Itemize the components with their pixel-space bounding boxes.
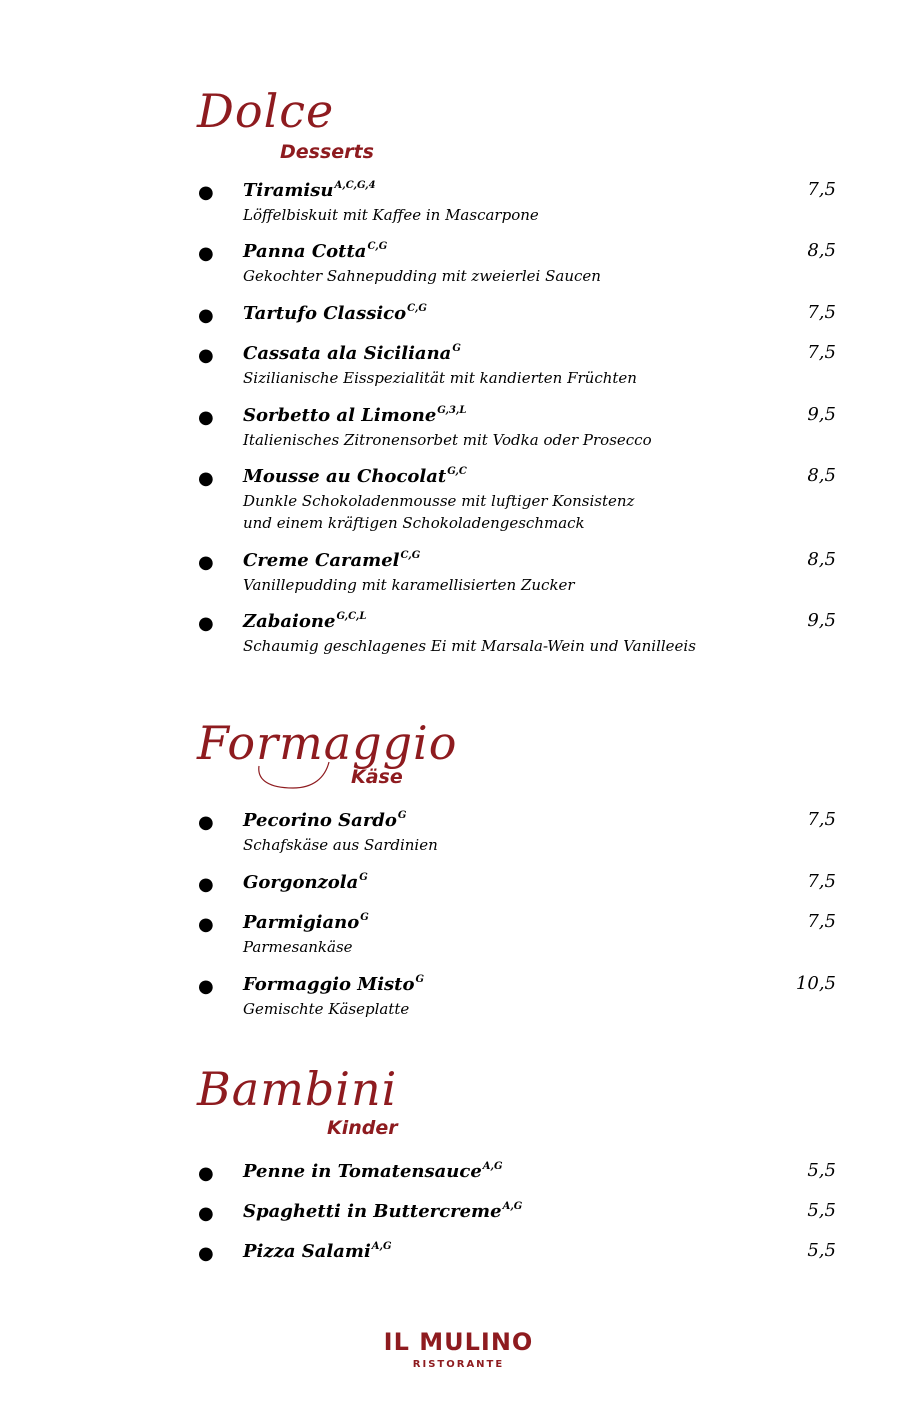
- item-price: 8,5: [807, 240, 836, 261]
- item-name: Sorbetto al Limone$^{G,3,L}$: [243, 405, 467, 426]
- section-title-bambini: Bambini: [197, 1062, 398, 1116]
- bullet-icon: ●: [198, 182, 214, 203]
- item-price: 9,5: [807, 610, 836, 631]
- allergen-codes: G,C,L: [336, 611, 367, 622]
- item-description: Gemischte Käseplatte: [243, 1000, 410, 1018]
- item-price: 5,5: [807, 1200, 836, 1221]
- item-price: 7,5: [807, 911, 836, 932]
- bullet-icon: ●: [198, 812, 214, 833]
- item-description: Parmesankäse: [243, 938, 353, 956]
- description-line-1: Dunkle Schokoladenmousse mit luftiger Konsistenz: [243, 492, 635, 510]
- item-name: Tiramisu$^{A,C,G,4}$: [243, 180, 376, 201]
- item-price: 7,5: [807, 809, 836, 830]
- allergen-codes: G,C: [447, 466, 467, 477]
- item-name: Tartufo Classico$^{C,G}$: [243, 303, 427, 324]
- bullet-icon: ●: [198, 243, 214, 264]
- section-subtitle-desserts: Desserts: [280, 141, 374, 163]
- allergen-codes: G: [359, 872, 368, 883]
- section-subtitle-kinder: Kinder: [327, 1117, 398, 1139]
- description-line-2: und einem kräftigen Schokoladengeschmack: [243, 514, 585, 532]
- bullet-icon: ●: [198, 468, 214, 489]
- allergen-codes: A,G: [371, 1241, 392, 1252]
- item-price: 5,5: [807, 1240, 836, 1261]
- logo-name: IL MULINO: [383, 1328, 534, 1356]
- item-name: Pizza Salami$^{A,G}$: [243, 1241, 392, 1262]
- bullet-icon: ●: [198, 1243, 214, 1264]
- allergen-codes: A,G: [502, 1201, 523, 1212]
- allergen-codes: G: [452, 343, 461, 354]
- restaurant-logo: [0, 1330, 917, 1370]
- allergen-codes: G,3,L: [437, 405, 467, 416]
- bullet-icon: ●: [198, 914, 214, 935]
- item-price: 10,5: [795, 973, 836, 994]
- bullet-icon: ●: [198, 613, 214, 634]
- item-name: Zabaione$^{G,C,L}$: [243, 611, 367, 632]
- bullet-icon: ●: [198, 874, 214, 895]
- item-description: Schaumig geschlagenes Ei mit Marsala-Wein und Vanilleeis: [243, 637, 696, 655]
- allergen-codes: G: [397, 810, 407, 821]
- item-price: 8,5: [807, 549, 836, 570]
- item-description: Sizilianische Eisspezialität mit kandierten Früchten: [243, 369, 637, 387]
- bullet-icon: ●: [198, 552, 214, 573]
- bullet-icon: ●: [198, 407, 214, 428]
- item-price: 7,5: [807, 871, 836, 892]
- item-description: Schafskäse aus Sardinien: [243, 836, 438, 854]
- item-name: Spaghetti in Buttercreme$^{A,G}$: [243, 1201, 523, 1222]
- item-name: Cassata ala Siciliana$^G$: [243, 343, 461, 364]
- allergen-codes: A,G: [482, 1161, 503, 1172]
- bullet-icon: ●: [198, 976, 214, 997]
- item-price: 7,5: [807, 302, 836, 323]
- bullet-icon: ●: [198, 345, 214, 366]
- item-name: Pecorino Sardo$^G$: [243, 810, 407, 831]
- item-name: Mousse au Chocolat$^{G,C}$: [243, 466, 467, 487]
- item-name: Panna Cotta$^{C,G}$: [243, 241, 388, 262]
- item-name: Parmigiano$^G$: [243, 912, 369, 933]
- item-description: Italienisches Zitronensorbet mit Vodka oder Prosecco: [243, 431, 652, 449]
- section-title-formaggio: Formaggio: [197, 716, 458, 770]
- item-price: 7,5: [807, 179, 836, 200]
- item-price: 8,5: [807, 465, 836, 486]
- item-price: 7,5: [807, 342, 836, 363]
- allergen-codes: G: [415, 974, 425, 985]
- item-name: Formaggio Misto$^G$: [243, 974, 425, 995]
- item-price: 9,5: [807, 404, 836, 425]
- item-price: 5,5: [807, 1160, 836, 1181]
- item-description: Vanillepudding mit karamellisierten Zucker: [243, 576, 575, 594]
- item-description: [243, 490, 803, 534]
- item-description: Gekochter Sahnepudding mit zweierlei Saucen: [243, 267, 601, 285]
- item-name: Gorgonzola$^G$: [243, 872, 368, 893]
- section-subtitle-kaese: Käse: [351, 766, 403, 788]
- item-name: Penne in Tomatensauce$^{A,G}$: [243, 1161, 503, 1182]
- allergen-codes: C,G: [407, 303, 427, 314]
- item-name: Creme Caramel$^{C,G}$: [243, 550, 421, 571]
- allergen-codes: A,C,G,4: [334, 180, 376, 191]
- decorative-swash: [255, 758, 335, 794]
- logo-tagline: RISTORANTE: [412, 1359, 505, 1370]
- allergen-codes: C,G: [367, 241, 388, 252]
- bullet-icon: ●: [198, 305, 214, 326]
- bullet-icon: ●: [198, 1163, 214, 1184]
- item-description: Löffelbiskuit mit Kaffee in Mascarpone: [243, 206, 539, 224]
- section-title-dolce: Dolce: [197, 84, 335, 138]
- allergen-codes: G: [360, 912, 369, 923]
- bullet-icon: ●: [198, 1203, 214, 1224]
- allergen-codes: C,G: [400, 550, 421, 561]
